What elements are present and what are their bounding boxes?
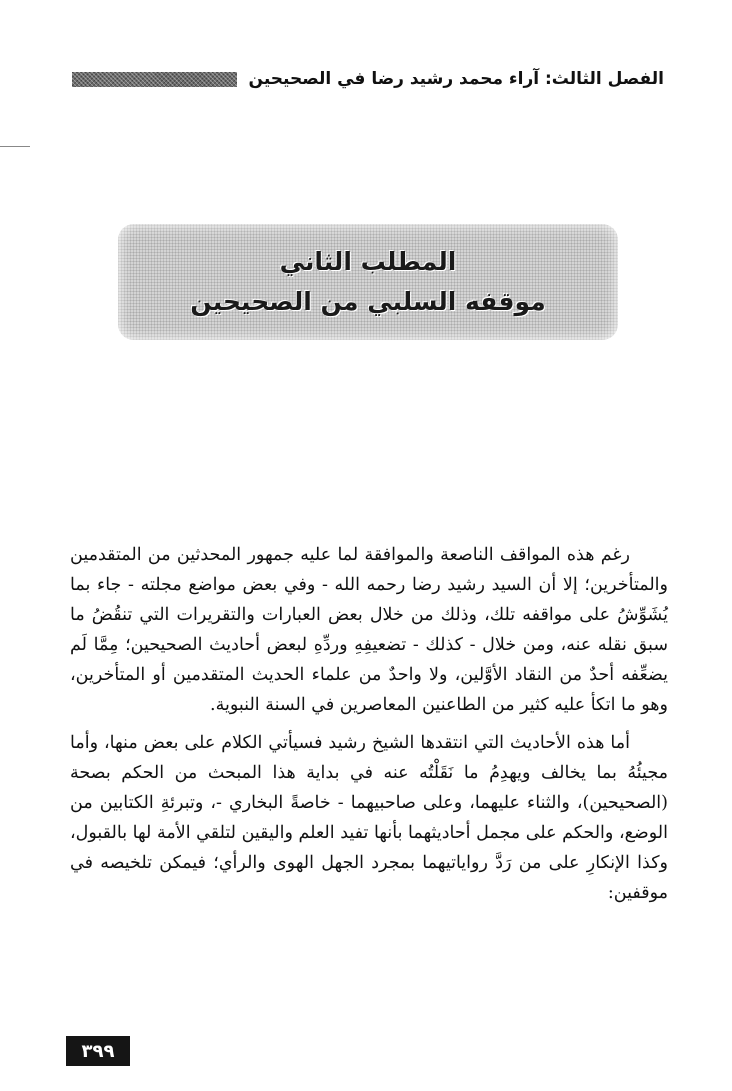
section-title-box	[118, 224, 618, 340]
margin-mark	[0, 146, 30, 147]
section-heading: المطلب الثاني	[279, 247, 457, 276]
header-decorative-bar	[72, 72, 237, 87]
page-number: ٣٩٩	[66, 1036, 130, 1066]
paragraph-2: أما هذه الأحاديث التي انتقدها الشيخ رشيد فسيأتي الكلام على بعض منها، وأما مجيئُهُ بما يخالف ويهدِمُ ما نَقَلْتُه عنه في بداية هذا المبحث من الحكم بصحة (الصحيحين)، والثناء عليهما، وعلى صاحبيهما - خاصةً البخاري -، وتبرئةِ الكتابين من الوضع، والحكم على مجمل أحاديثهما بأنها تفيد العلم واليقين لتلقي الأمة لها بالقبول، وكذا الإنكارِ على من رَدَّ رواياتيهما بمجرد الجهل الهوى والرأي؛ فيمكن تلخيصه في موقفين:	[70, 733, 668, 903]
body-text	[70, 540, 668, 908]
section-subheading: موقفه السلبي من الصحيحين	[190, 287, 546, 316]
running-header	[72, 66, 664, 92]
chapter-title: الفصل الثالث: آراء محمد رشيد رضا في الصحيحين	[248, 69, 664, 89]
paragraph-1: رغم هذه المواقف الناصعة والموافقة لما عليه جمهور المحدثين من المتقدمين والمتأخرين؛ إلا أن السيد رشيد رضا رحمه الله - وفي بعض مواضع مجلته - جاء بما يُشَوِّشُ على مواقفه تلك، وذلك من خلال بعض العبارات والتقريرات التي تنقُضُ ما سبق نقله عنه، ومن خلال - كذلك - تضعيفِهِ وردِّهِ لبعض أحاديث الصحيحين؛ مِمَّا لَم يضعِّفه أحدٌ من النقاد الأوَّلين، ولا واحدٌ من علماء الحديث المتقدمين أو المتأخرين، وهو ما اتكأ عليه كثير من الطاعنين المعاصرين في السنة النبوية.	[70, 545, 668, 715]
